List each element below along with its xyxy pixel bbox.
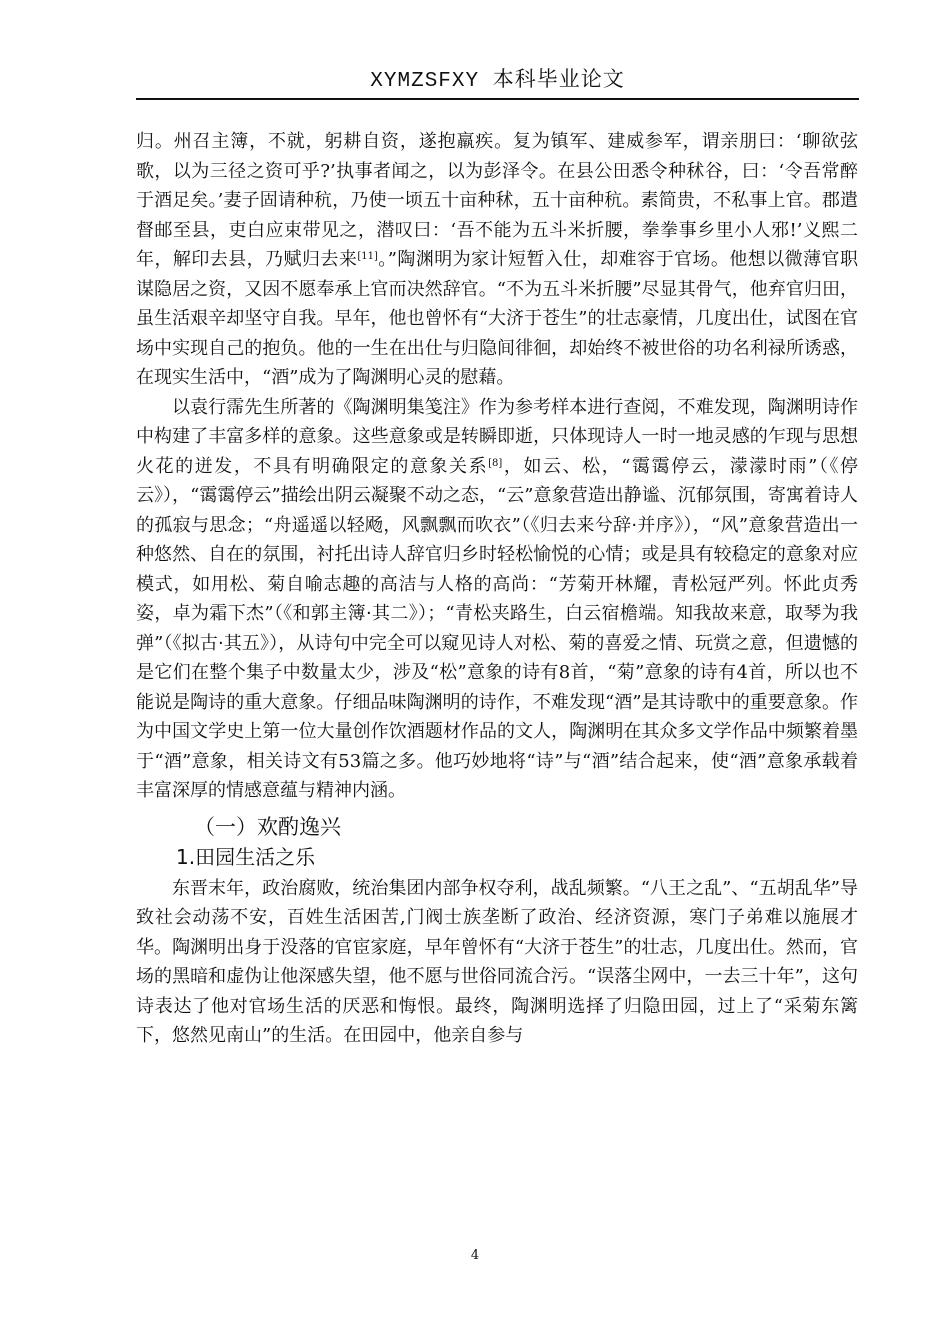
imagery-text: ”（《 bbox=[808, 455, 841, 477]
imagery-text: ”（《 bbox=[511, 514, 540, 536]
subsection-heading: 1.田园生活之乐 bbox=[176, 844, 316, 869]
imagery-text: 》），“风”意象营造出一种悠然、自在的氛围，衬托出诗人辞官归乡时轻松愉悦的心情；或是具有较稳定的意象对应模式，如用松、菊自喻志趣的高洁与人格的高尚：“ bbox=[136, 514, 859, 595]
imagery-text: ”（《 bbox=[154, 632, 182, 654]
page-number: 4 bbox=[470, 1248, 480, 1263]
citation-ref-8: [8] bbox=[488, 457, 503, 469]
section-heading: （一）欢酌逸兴 bbox=[194, 814, 341, 839]
page-body bbox=[136, 127, 858, 1051]
paragraph-imagery bbox=[136, 393, 858, 806]
poem-source: 归去来兮辞·并序 bbox=[539, 514, 675, 536]
imagery-text: ”（《 bbox=[264, 603, 293, 624]
poem-quote: 芳菊开林耀，青松冠严列。怀此贞秀姿，卓为霜下杰 bbox=[136, 573, 858, 624]
biography-text-end: 。”陶渊明为家计短暂入仕，却难容于官场。他想以微薄官职谋隐居之资，又因不愿奉承上官而决然辞官。“不为五斗米折腰”尽显其骨气，他弃官归田，虽生活艰辛却坚守自我。早年，他也曾怀有“大济于苍生”的壮志豪情，几度出仕，试图在官场中实现自己的抱负。他的一生在出仕与归隐间徘徊，却始终不被世俗的功名利禄所诱惑，在现实生活中，“酒”成为了陶渊明心灵的慰藉。 bbox=[136, 249, 858, 388]
imagery-text: 以袁行霈先生所著的《陶渊明集笺注》作为参考样本进行查阅，不难发现，陶渊明诗作中构建了丰富多样的意象。这些意象或是转瞬即逝，只体现诗人一时一地灵感的乍现与思想火花的迸发，不具有明确限定的意象关系 bbox=[136, 396, 858, 477]
running-header: XYMZSFXY 本科毕业论文 bbox=[370, 70, 625, 93]
paragraph-biography bbox=[136, 127, 858, 393]
paragraph-history: 东晋末年，政治腐败，统治集团内部争权夺利，战乱频繁。“八王之乱”、“五胡乱华”导致社会动荡不安，百姓生活困苦,门阀士族垄断了政治、经济资源，寒门子弟难以施展才华。陶渊明出身于没落的官宦家庭，早年曾怀有“大济于苍生”的壮志，几度出仕。然而，官场的黑暗和虚伪让他深感失望，他不愿与世俗同流合污。“误落尘网中，一去三十年”，这句诗表达了他对官场生活的厌恶和悔恨。最终，陶渊明选择了归隐田园，过上了“采菊东篱下，悠然见南山”的生活。在田园中，他亲自参与 bbox=[136, 877, 858, 1046]
poem-quote: 霭霭停云 bbox=[199, 485, 272, 506]
poem-source: 和郭主簿·其二 bbox=[292, 603, 409, 624]
citation-ref-11: [11] bbox=[357, 251, 378, 262]
poem-quote: 霭霭停云，濛濛时雨 bbox=[630, 455, 809, 477]
poem-quote: 舟遥遥以轻飏，风飘飘而吹衣 bbox=[273, 514, 512, 536]
poem-quote: 青松夹路生，白云宿檐端。知我故来意，取琴为我弹 bbox=[136, 603, 859, 654]
poem-source: 拟古·其五 bbox=[181, 632, 261, 654]
imagery-text: ”描绘出阴云凝聚不动之态，“云”意象营造出静谧、沉郁氛围，寄寓着诗人的孤寂与思念；“ bbox=[136, 485, 859, 536]
imagery-text: 》），“ bbox=[154, 485, 200, 506]
poem-source: 停云 bbox=[136, 455, 859, 506]
biography-text: 归。州召主簿，不就，躬耕自资，遂抱羸疾。复为镇军、建威参军，谓亲朋曰：‘聊欲弦歌，以为三径之资可乎?’执事者闻之，以为彭泽令。在县公田悉令种秫谷，曰：‘令吾常醉于酒足矣。’妻子固请种秔，乃使一顷五十亩种秫，五十亩种秔。素简贵，不私事上官。郡遣督邮至县，吏白应束带见之，潜叹曰：‘吾不能为五斗米折腰，拳拳事乡里小人邪!’义熙二年，解印去县，乃赋归去来 bbox=[136, 131, 858, 270]
imagery-text: 》），从诗句中完全可以窥见诗人对松、菊的喜爱之情、玩赏之意，但遗憾的是它们在整个集子中数量太少，涉及“松”意象的诗有8首，“菊”意象的诗有4首，所以也不能说是陶诗的重大意象。仔细品味陶渊明的诗作，不难发现“酒”是其诗歌中的重要意象。作为中国文学史上第一位大量创作饮酒题材作品的文人，陶渊明在其众多文学作品中频繁着墨于“酒”意象，相关诗文有53篇之多。他巧妙地将“诗”与“酒”结合起来，使“酒”意象承载着丰富深厚的情感意蕴与精神内涵。 bbox=[136, 632, 859, 801]
imagery-text: 》）；“ bbox=[408, 603, 455, 624]
header-divider bbox=[136, 98, 859, 100]
imagery-text: ，如云、松，“ bbox=[502, 455, 631, 477]
